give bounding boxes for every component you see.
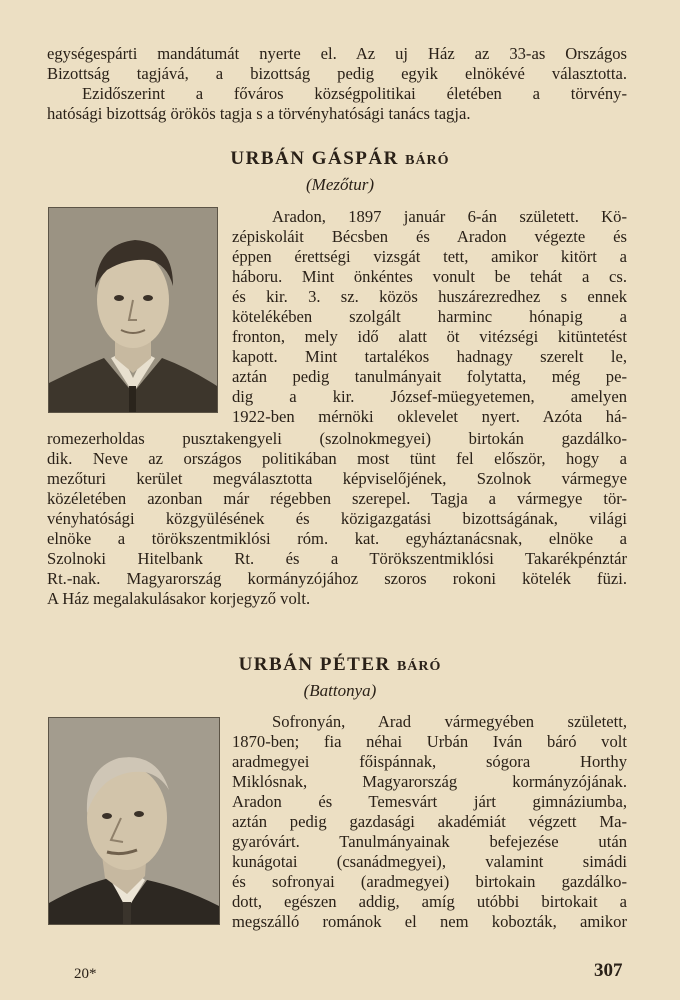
text-line: Sofronyán, Arad vármegyében született, [272,712,627,731]
text-line: kötelékében szolgált harminc hónapig a [232,307,627,326]
text-line: Szolnoki Hitelbank Rt. és a Törökszentmiklósi Takarékpénztár [47,549,627,568]
entry2-heading [0,654,680,676]
text-line: fronton, mely idő alatt öt vitézségi kitüntetést [232,327,627,346]
text-line: aztán pedig tanulmányait folytatta, még pe- [232,367,627,386]
entry2-title: BÁRÓ [396,659,442,674]
page-number: 307 [594,960,623,981]
text-line: mezőturi kerület megválasztotta képviselőjének, Szolnok vármegye [47,469,627,488]
entry1-title: BÁRÓ [405,153,450,168]
text-line: A Ház megalakulásakor korjegyző volt. [47,589,311,608]
text-line: Miklósnak, Magyarország kormányzójának. [232,772,627,791]
text-line: elnöke a törökszentmiklósi róm. kat. egyháztanácsnak, elnöke a [47,529,627,548]
text-line: kapott. Mint tartalékos hadnagy szerelt le, [232,347,627,366]
entry1-name: URBÁN GÁSPÁR [230,148,399,169]
text-line: hatósági bizottság örökös tagja s a törvényhatósági tanács tagja. [47,104,471,123]
text-line: zépiskoláit Bécsben és Aradon végezte és [232,227,627,246]
text-line: gyaróvárt. Tanulmányainak befejezése után [232,832,627,851]
portrait-photo-2 [48,717,220,925]
text-line: egységespárti mandátumát nyerte el. Az uj Ház az 33-as Országos [47,44,627,63]
text-line: Aradon, 1897 január 6-án született. Kö- [272,207,627,226]
text-line: háboru. Mint önkéntes vonult be tehát a cs. [232,267,627,286]
text-line: aradmegyei főispánnak, sógora Horthy [232,752,627,771]
text-line: aztán pedig gazdasági akadémiát végzett Ma- [232,812,627,831]
text-line: és kir. 3. sz. közös huszárezredhez s ennek [232,287,627,306]
text-line: 1870-ben; fia néhai Urbán Iván báró volt [232,732,627,751]
text-line: Ezidőszerint a főváros községpolitikai életében a törvény- [82,84,627,103]
entry1-heading [0,148,680,170]
text-line: dig a kir. József-müegyetemen, amelyen [232,387,627,406]
text-line: és sofronyai (aradmegyei) birtokain gazdálko- [232,872,627,891]
portrait-photo-1 [48,207,218,413]
text-line: Bizottság tagjává, a bizottság pedig egyik elnökévé választotta. [47,64,627,83]
text-line: megszálló románok el nem kobozták, amikor [232,912,627,931]
text-line: 1922-ben mérnöki oklevelet nyert. Azóta há- [232,407,627,426]
text-line: Aradon és Temesvárt járt gimnáziumba, [232,792,627,811]
text-line: közéletében azonban már régebben szerepel. Tagja a vármegye tör- [47,489,627,508]
entry2-name: URBÁN PÉTER [238,654,391,675]
text-line: romezerholdas pusztakengyeli (szolnokmegyei) birtokán gazdálko- [47,429,627,448]
text-line: kunágotai (csanádmegyei), valamint simádi [232,852,627,871]
entry2-place: (Battonya) [303,681,377,700]
text-line: éppen érettségi vizsgát tett, amikor kitört a [232,247,627,266]
text-line: dik. Neve az országos politikában most tünt fel először, hogy a [47,449,627,468]
signature-mark: 20* [74,966,97,982]
text-line: dott, egészen addig, amíg utóbbi birtokait a [232,892,627,911]
text-line: vényhatósági közgyülésének és közigazgatási bizottságának, világi [47,509,627,528]
text-line: Rt.-nak. Magyarország kormányzójához szoros rokoni kötelék füzi. [47,569,627,588]
entry1-place: (Mezőtur) [306,175,374,194]
